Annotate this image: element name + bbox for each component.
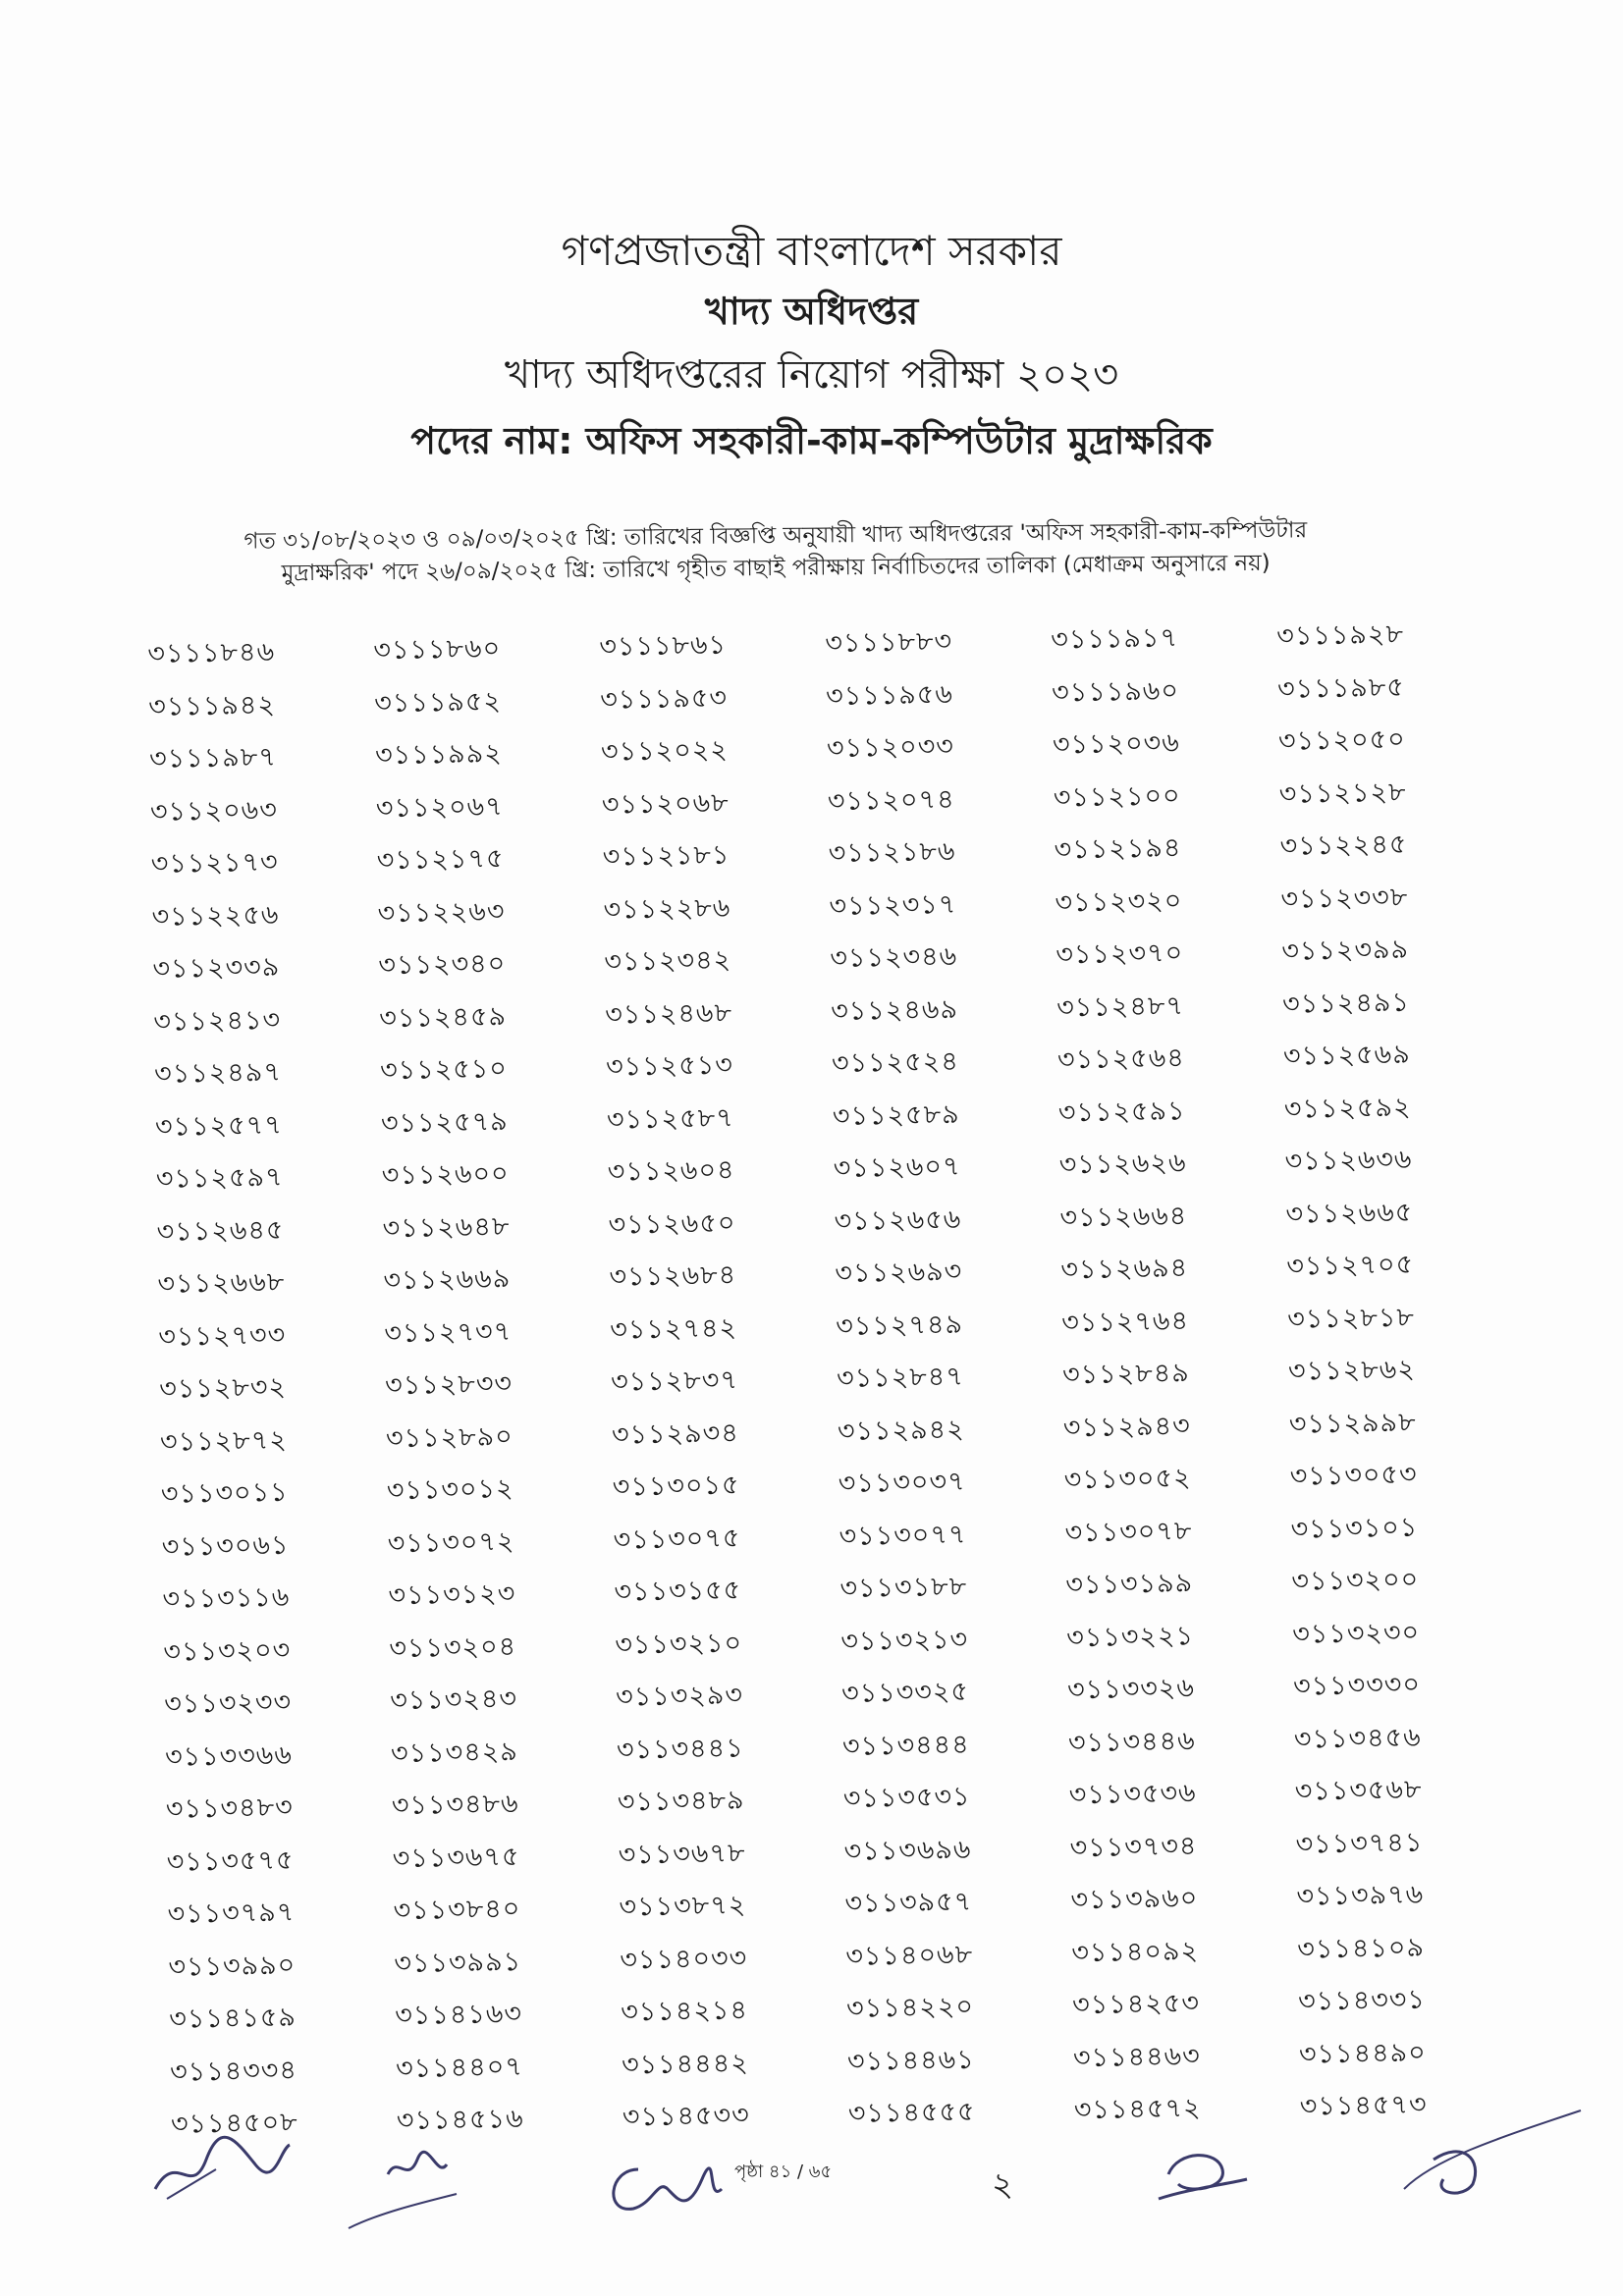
roll-number: ৩১১৩২০০ [1291, 1564, 1420, 1597]
roll-number: ৩১১৩৬৭৫ [392, 1841, 520, 1874]
roll-number: ৩১১১৯২৮ [1276, 618, 1405, 652]
roll-number: ৩১১৩৪৮৩ [165, 1791, 294, 1825]
roll-number: ৩১১৩৪৪৬ [1067, 1725, 1196, 1758]
roll-number: ৩১১৩৪৮৬ [391, 1789, 519, 1822]
roll-number: ৩১১৩৯৯০ [168, 1949, 297, 1983]
roll-number: ৩১১২২৬৩ [377, 895, 506, 929]
roll-number: ৩১১৩০৭২ [387, 1525, 515, 1559]
roll-number: ৩১১২৬৩৬ [1284, 1144, 1413, 1177]
roll-number: ৩১১২২৫৬ [151, 899, 280, 933]
roll-number: ৩১১২০৭৪ [827, 783, 955, 817]
roll-number: ৩১১২৭৩৭ [384, 1315, 513, 1349]
roll-number: ৩১১২৭৪৯ [836, 1308, 964, 1342]
roll-number: ৩১১২২৪৫ [1279, 828, 1408, 862]
roll-number: ৩১১৩২৩৩ [163, 1686, 293, 1720]
roll-number: ৩১১৩৮৭২ [619, 1890, 747, 1923]
roll-number: ৩১১২৬৪৮ [382, 1210, 511, 1244]
roll-number: ৩১১৩৯৫৭ [844, 1886, 973, 1919]
roll-number: ৩১১৩২১০ [615, 1627, 743, 1660]
roll-number: ৩১১৩০১১ [160, 1476, 289, 1510]
roll-number: ৩১১১৯৫৩ [599, 682, 729, 716]
roll-number: ৩১১৪৫০৮ [170, 2107, 298, 2140]
roll-number: ৩১১২৩৭০ [1055, 937, 1184, 971]
roll-number: ৩১১২৩৩৯ [152, 951, 281, 985]
handwritten-mark: ২ [992, 2165, 1014, 2205]
roll-number: ৩১১৩০৭৮ [1064, 1515, 1193, 1548]
roll-number: ৩১১২৮১৮ [1286, 1302, 1416, 1335]
roll-number: ৩১১৩৩২৫ [840, 1676, 970, 1709]
roll-number: ৩১১২৫৭৯ [380, 1105, 509, 1139]
roll-number: ৩১১২১৭৫ [376, 843, 505, 877]
roll-number: ৩১১২৩৪০ [378, 948, 507, 982]
roll-number: ৩১১১৯৪২ [148, 689, 277, 722]
roll-number-grid [137, 607, 1516, 2151]
roll-number: ৩১১১৮৪৬ [147, 636, 276, 669]
roll-number: ৩১১২৬০০ [381, 1158, 510, 1192]
roll-number: ৩১১১৯৮৭ [148, 741, 278, 774]
signature-2 [339, 2135, 476, 2243]
department-title: খাদ্য অধিদপ্তর [704, 290, 919, 333]
roll-number: ৩১১৪২২০ [845, 1991, 975, 2024]
post-name: পদের নাম: অফিস সহকারী-কাম-কম্পিউটার মুদ্রাক্ষরিক [410, 419, 1213, 462]
roll-number: ৩১১২৭৬৪ [1060, 1305, 1190, 1338]
roll-number: ৩১১৩৫৩৬ [1068, 1778, 1197, 1811]
roll-number: ৩১১৪৩৩৪ [169, 2055, 298, 2088]
roll-number: ৩১১২৩৩৮ [1280, 881, 1409, 915]
roll-number: ৩১১৩০১২ [386, 1473, 514, 1507]
roll-number: ৩১১২৮৪৯ [1061, 1358, 1191, 1391]
roll-number: ৩১১২৫৮৯ [832, 1098, 960, 1132]
roll-number: ৩১১২০৩৬ [1052, 727, 1181, 761]
roll-number: ৩১১২৭০৫ [1286, 1249, 1415, 1282]
roll-number: ৩১১৪১০৯ [1297, 1932, 1426, 1965]
roll-number: ৩১১২৮৩৭ [610, 1364, 739, 1398]
roll-number: ৩১১২৪১৩ [153, 1004, 282, 1038]
roll-number: ৩১১১৯৫৬ [825, 678, 954, 712]
roll-number: ৩১১২৫৯১ [1057, 1095, 1186, 1128]
roll-number: ৩১১৪৪৬১ [846, 2044, 975, 2077]
roll-number: ৩১১৩১৮৮ [839, 1571, 968, 1604]
roll-number: ৩১১৩০৫২ [1063, 1463, 1192, 1496]
roll-number: ৩১১২১৮৬ [828, 835, 956, 869]
roll-number: ৩১১১৯৮৫ [1276, 671, 1406, 705]
roll-number: ৩১১২৬৯৩ [835, 1255, 963, 1289]
roll-number: ৩১১২৫৭৭ [154, 1109, 284, 1143]
roll-number: ৩১১৪০৩৩ [620, 1942, 748, 1975]
roll-number: ৩১১৩৯৬০ [1070, 1883, 1199, 1916]
roll-number: ৩১১৩৭৪১ [1295, 1827, 1424, 1860]
roll-number: ৩১১২৬৯৪ [1060, 1253, 1189, 1286]
roll-number: ৩১১৩০৬১ [161, 1529, 290, 1563]
roll-number: ৩১১৩৭৯৭ [167, 1896, 296, 1930]
roll-number: ৩১১৩০১৫ [612, 1469, 740, 1503]
roll-number: ৩১১২৯৩৪ [611, 1416, 739, 1451]
roll-number: ৩১১২৭৩৩ [158, 1319, 287, 1353]
document-header [0, 221, 1623, 472]
roll-number: ৩১১৩৩২৬ [1066, 1673, 1196, 1706]
roll-number: ৩১১৩২৯৩ [615, 1680, 744, 1713]
roll-number: ৩১১২৬৬৫ [1285, 1197, 1414, 1230]
roll-number: ৩১১২৬৫৬ [834, 1203, 962, 1237]
roll-number: ৩১১২৪৯১ [1281, 987, 1411, 1020]
roll-number: ৩১১৩৬৯৬ [843, 1834, 972, 1867]
roll-number: ৩১১১৯৫২ [373, 685, 503, 719]
roll-number: ৩১১২০৬৩ [149, 794, 278, 828]
roll-number: ৩১১৩১৯৯ [1065, 1568, 1194, 1601]
roll-number: ৩১১৩৯৭৬ [1296, 1879, 1425, 1912]
page-number: পৃষ্ঠা ৪১ / ৬৫ [734, 2162, 833, 2182]
roll-number: ৩১১২৮৬২ [1287, 1354, 1417, 1387]
roll-number: ৩১১২৮৩৩ [384, 1368, 514, 1402]
roll-number: ৩১১২৫৯২ [1283, 1092, 1412, 1125]
roll-number: ৩১১৩০৭৭ [839, 1519, 967, 1552]
roll-number: ৩১১২৬৬৮ [157, 1266, 286, 1300]
roll-number: ৩১১২০৩৩ [826, 730, 955, 764]
roll-number: ৩১১২০৬৭ [375, 790, 504, 824]
roll-number: ৩১১৩২৪৩ [389, 1683, 518, 1717]
roll-number: ৩১১২১৯৪ [1054, 832, 1182, 866]
roll-number: ৩১১৩৫৬৮ [1294, 1774, 1423, 1807]
roll-number: ৩১১২৬৬৯ [383, 1263, 512, 1297]
roll-number: ৩১১২৪৬৮ [604, 997, 733, 1031]
roll-number: ৩১১২৩৯৯ [1281, 934, 1410, 967]
roll-number: ৩১১২৩২০ [1055, 884, 1183, 918]
roll-number: ৩১১২০২২ [600, 734, 730, 768]
roll-number: ৩১১৪৪০৭ [395, 2051, 524, 2084]
roll-number: ৩১১৩৪৮৯ [617, 1785, 745, 1818]
roll-number: ৩১১৪৩৩১ [1297, 1984, 1427, 2017]
roll-number: ৩১১২৬২৬ [1058, 1148, 1187, 1181]
roll-number: ৩১১২৩৪২ [604, 944, 732, 978]
roll-number: ৩১১২৫১৩ [605, 1049, 734, 1083]
roll-number: ৩১১২৬৫০ [608, 1207, 736, 1241]
exam-title: খাদ্য অধিদপ্তরের নিয়োগ পরীক্ষা ২০২৩ [504, 352, 1119, 398]
roll-number: ৩১১৪৪৯০ [1298, 2037, 1427, 2070]
roll-number: ৩১১৩১২৩ [388, 1578, 516, 1612]
roll-number: ৩১১২৮৩২ [158, 1371, 288, 1405]
roll-number: ৩১১৩০৫৩ [1289, 1459, 1418, 1492]
roll-number: ৩১১১৯৬০ [1051, 674, 1180, 708]
roll-number: ৩১১৪১৬৩ [394, 1999, 523, 2032]
roll-number: ৩১১২৬০৭ [833, 1150, 961, 1184]
notice-line-1: গত ৩১/০৮/২০২৩ ও ০৯/০৩/২০২৫ খ্রি: তারিখের বিজ্ঞপ্তি অনুযায়ী খাদ্য অধিদপ্তরের 'অফিস সহকারী-কাম-কম্পিউটার [243, 517, 1308, 555]
notice-paragraph [167, 514, 1385, 592]
roll-number: ৩১১১৮৬১ [599, 629, 728, 663]
roll-number: ৩১১২৩৪৬ [830, 940, 958, 974]
roll-number: ৩১১৪১৫৯ [169, 2002, 298, 2035]
roll-number: ৩১১২৫১০ [379, 1053, 509, 1087]
roll-number: ৩১১৪৫১৬ [396, 2104, 524, 2137]
roll-number: ৩১১৩১০১ [1290, 1512, 1419, 1545]
roll-number: ৩১১৪৫৫৫ [847, 2096, 976, 2129]
roll-number: ৩১১২০৫০ [1277, 723, 1406, 757]
roll-number: ৩১১২৯৯৮ [1288, 1407, 1417, 1440]
roll-number: ৩১১২৪৫৯ [379, 1000, 508, 1034]
roll-number: ৩১১৩৪৪৪ [841, 1729, 970, 1762]
roll-number: ৩১১৪২১৪ [620, 1995, 749, 2028]
roll-number: ৩১১২৫৬৪ [1056, 1042, 1186, 1076]
roll-number: ৩১১২৬৬৪ [1059, 1200, 1188, 1233]
notice-line-2: মুদ্রাক্ষরিক' পদে ২৬/০৯/২০২৫ খ্রি: তারিখে গৃহীত বাছাই পরীক্ষায় নির্বাচিতদের তালিকা (মেধাক্রম অনুসারে নয়) [281, 550, 1271, 587]
roll-number: ৩১১৩০৭৫ [613, 1522, 741, 1556]
signature-1 [147, 2130, 295, 2209]
roll-number: ৩১১২১০০ [1053, 779, 1181, 813]
roll-number: ৩১১২৪৯৭ [153, 1056, 283, 1090]
roll-number: ৩১১৪৪৬৩ [1072, 2040, 1201, 2073]
roll-number: ৩১১২৮৯০ [385, 1420, 514, 1454]
roll-number: ৩১১৪৫৭৩ [1299, 2089, 1428, 2122]
roll-number: ৩১১৩২০৩ [163, 1634, 292, 1668]
roll-number: ৩১১৪৫৭২ [1073, 2093, 1202, 2126]
roll-number: ৩১১২২৮৬ [603, 892, 731, 926]
roll-number: ৩১১১৯১৭ [1051, 622, 1179, 656]
roll-number: ৩১১৩০৩৭ [838, 1466, 966, 1499]
roll-number: ৩১১২১২৮ [1278, 776, 1407, 810]
roll-number: ৩১১৪০৬৮ [845, 1939, 974, 1972]
roll-number: ৩১১৪০৯২ [1071, 1935, 1200, 1968]
roll-number: ৩১১৩১৫৫ [614, 1575, 742, 1608]
roll-number: ৩১১৪৪৪২ [621, 2047, 749, 2080]
government-title: গণপ্রজাতন্ত্রী বাংলাদেশ সরকার [561, 227, 1062, 275]
signature-4 [1149, 2140, 1257, 2218]
roll-number: ৩১১২৬০৪ [607, 1154, 735, 1188]
roll-number: ৩১১৩৮৪০ [393, 1894, 521, 1927]
roll-number: ৩১১২৩১৭ [829, 888, 957, 922]
roll-number: ৩১১৩৫৩১ [842, 1781, 971, 1814]
roll-number: ৩১১৩২১৩ [840, 1624, 969, 1657]
signature-3 [599, 2150, 727, 2228]
roll-number: ৩১১২৯৪২ [837, 1414, 965, 1447]
roll-number: ৩১১২৪৮৭ [1055, 989, 1185, 1023]
roll-number: ৩১১৩৪৫৬ [1293, 1722, 1422, 1755]
roll-number: ৩১১৪৫৩৩ [622, 2100, 750, 2133]
roll-number: ৩১১২৫৯৭ [155, 1161, 284, 1195]
roll-number: ৩১১৩২৩০ [1291, 1617, 1421, 1650]
roll-number: ৩১১২৬৪৫ [156, 1214, 285, 1248]
roll-number: ৩১১৩৩৩০ [1292, 1669, 1422, 1702]
roll-number: ৩১১২৮৪৭ [836, 1361, 965, 1394]
roll-number: ৩১১২১৮১ [602, 839, 730, 873]
roll-number: ৩১১২৫২৪ [831, 1045, 960, 1079]
roll-number: ৩১১২৯৪৩ [1062, 1410, 1191, 1443]
roll-number: ৩১১৩৪২৯ [390, 1735, 519, 1769]
roll-number: ৩১১৩৩৬৬ [164, 1739, 294, 1773]
roll-number: ৩১১৩২০৪ [389, 1630, 517, 1664]
roll-number: ৩১১৩১১৬ [162, 1581, 291, 1615]
roll-number: ৩১১২১৭৩ [150, 846, 279, 880]
roll-number: ৩১১২৬৮৪ [609, 1259, 737, 1293]
roll-number: ৩১১১৮৬০ [373, 633, 502, 667]
roll-number: ৩১১২৫৬৯ [1282, 1039, 1411, 1072]
roll-number: ৩১১১৮৮৩ [825, 625, 953, 659]
roll-number: ৩১১১৯৯২ [374, 738, 504, 772]
roll-number: ৩১১২০৬৮ [601, 787, 730, 821]
roll-number: ৩১১৩৬৭৮ [618, 1837, 746, 1870]
roll-number: ৩১১৪২৫৩ [1071, 1988, 1201, 2021]
roll-number: ৩১১৩৫৭৫ [166, 1844, 295, 1878]
signature-5 [1375, 2101, 1591, 2209]
roll-number: ৩১১২৮৭২ [159, 1424, 289, 1458]
roll-number: ৩১১৩২২১ [1066, 1620, 1195, 1653]
roll-number: ৩১১২৫৮৭ [606, 1102, 734, 1136]
roll-number: ৩১১৩৭৩৪ [1069, 1830, 1198, 1863]
roll-number: ৩১১৩৯৯১ [394, 1946, 522, 1979]
roll-number: ৩১১২৪৬৯ [830, 993, 959, 1027]
roll-number: ৩১১৩৪৪১ [616, 1732, 744, 1765]
roll-number: ৩১১২৭৪২ [610, 1311, 738, 1346]
